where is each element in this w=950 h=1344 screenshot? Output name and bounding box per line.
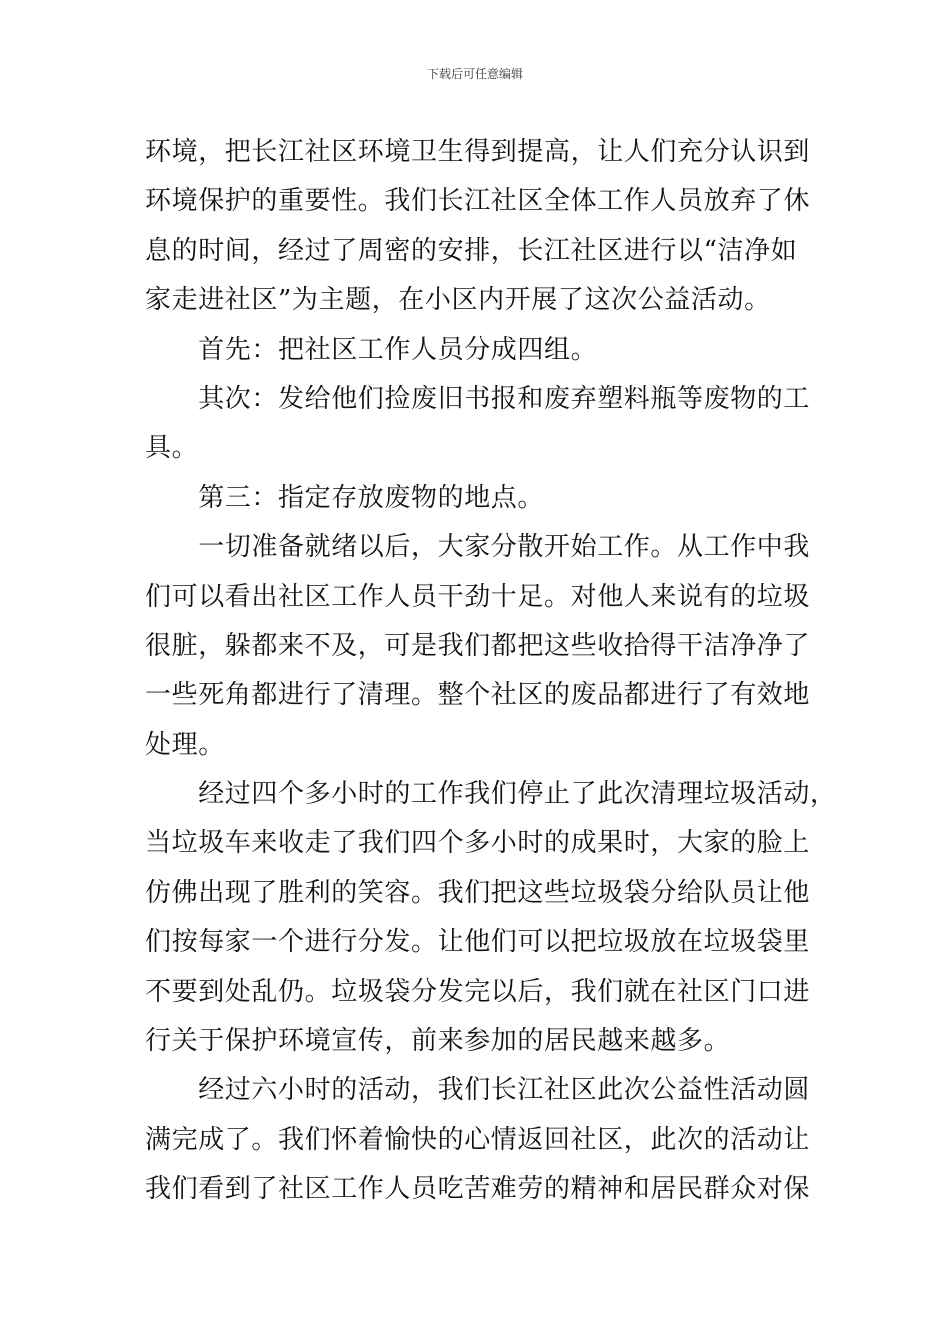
text-line: 仿佛出现了胜利的笑容。我们把这些垃圾袋分给队员让他 <box>145 877 811 908</box>
text-line: 我们看到了社区工作人员吃苦难劳的精神和居民群众对保 <box>145 1174 811 1205</box>
text-line: 当垃圾车来收走了我们四个多小时的成果时，大家的脸上 <box>145 828 811 859</box>
text-line: 环境保护的重要性。我们长江社区全体工作人员放弃了休 <box>145 186 811 217</box>
text-line: 不要到处乱仍。垃圾袋分发完以后，我们就在社区门口进 <box>145 976 811 1007</box>
text-line: 第三：指定存放废物的地点。 <box>145 482 545 513</box>
text-line: 其次：发给他们捡废旧书报和废弃塑料瓶等废物的工 <box>145 383 811 414</box>
text-line: 息的时间，经过了周密的安排，长江社区进行以“洁净如 <box>145 235 798 266</box>
text-line: 经过四个多小时的工作我们停止了此次清理垃圾活动， <box>145 779 837 810</box>
text-line: 经过六小时的活动，我们长江社区此次公益性活动圆 <box>145 1075 811 1106</box>
text-line: 一些死角都进行了清理。整个社区的废品都进行了有效地 <box>145 680 811 711</box>
body-text <box>145 128 837 1215</box>
text-line: 首先：把社区工作人员分成四组。 <box>145 334 598 365</box>
text-line: 们可以看出社区工作人员干劲十足。对他人来说有的垃圾 <box>145 581 811 612</box>
text-line: 行关于保护环境宣传，前来参加的居民越来越多。 <box>145 1026 731 1057</box>
text-line: 处理。 <box>145 729 225 760</box>
header-note: 下载后可任意编辑 <box>426 67 523 81</box>
text-line: 很脏，躲都来不及，可是我们都把这些收拾得干洁净净了 <box>145 630 811 661</box>
text-line: 满完成了。我们怀着愉快的心情返回社区，此次的活动让 <box>145 1124 811 1155</box>
text-line: 们按每家一个进行分发。让他们可以把垃圾放在垃圾袋里 <box>145 927 811 958</box>
text-line: 家走进社区”为主题，在小区内开展了这次公益活动。 <box>145 285 771 316</box>
text-line: 环境，把长江社区环境卫生得到提高，让人们充分认识到 <box>145 137 811 167</box>
text-line: 具。 <box>145 433 199 464</box>
text-line: 一切准备就绪以后，大家分散开始工作。从工作中我 <box>145 532 811 563</box>
